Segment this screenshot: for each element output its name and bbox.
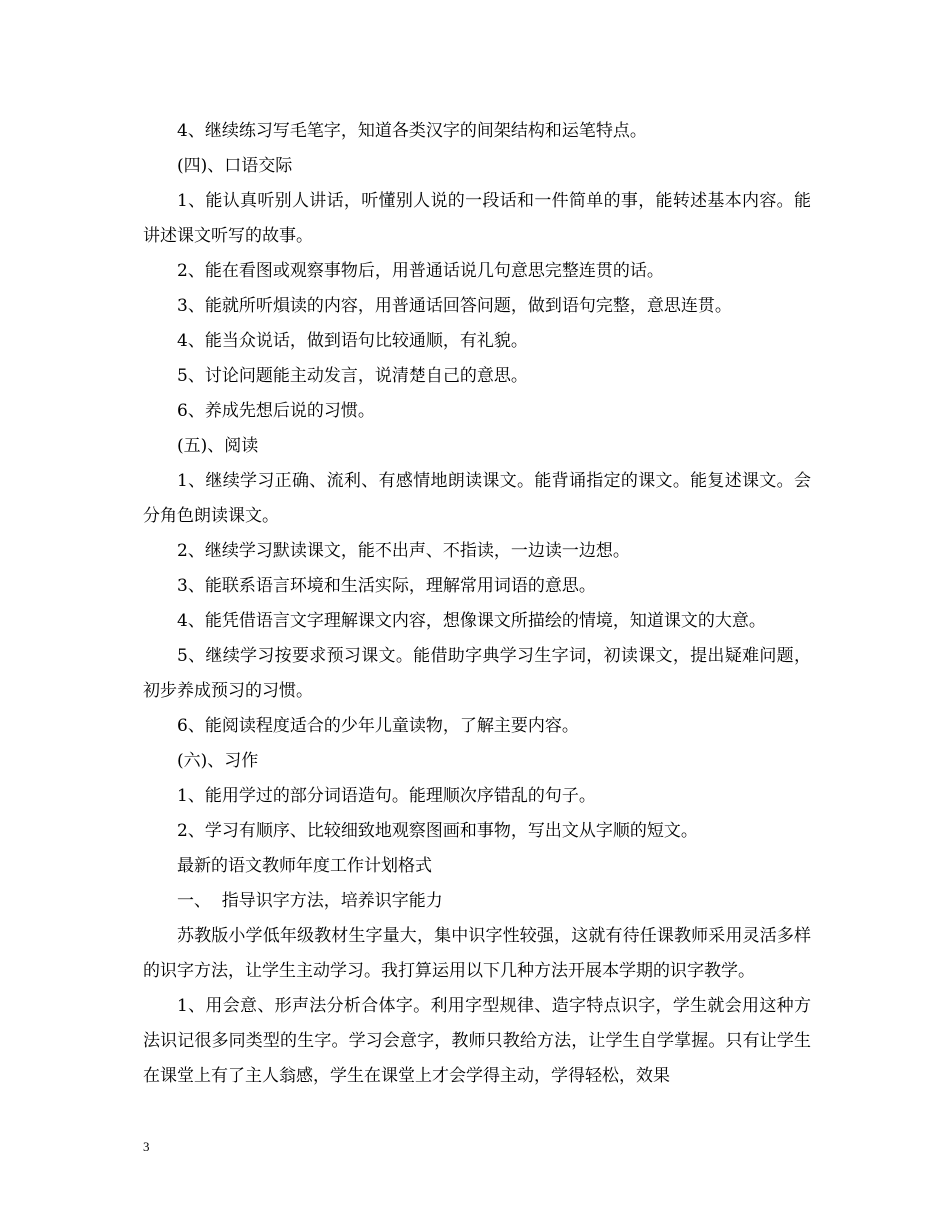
document-body — [143, 114, 811, 1094]
paragraph: 5、讨论问题能主动发言，说清楚自己的意思。 — [177, 366, 528, 386]
paragraph: 4、能当众说话，做到语句比较通顺，有礼貌。 — [177, 331, 528, 351]
page-number: 3 — [143, 1139, 150, 1154]
section-heading: (四)、口语交际 — [177, 156, 293, 176]
section-heading: (六)、习作 — [177, 751, 259, 771]
paragraph: 6、养成先想后说的习惯。 — [177, 401, 375, 421]
paragraph: 3、能就所听熉读的内容，用普通话回答问题，做到语句完整，意思连贯。 — [177, 296, 732, 316]
paragraph: 2、学习有顺序、比较细致地观察图画和事物，写出文从字顺的短文。 — [177, 821, 698, 841]
paragraph: 1、继续学习正确、流利、有感情地朗读课文。能背诵指定的课文。能复述课文。会分角色朗读课文。 — [143, 471, 811, 526]
paragraph: 苏教版小学低年级教材生字量大，集中识字性较强，这就有待任课教师采用灵活多样的识字方法，让学生主动学习。我打算运用以下几种方法开展本学期的识字教学。 — [143, 926, 811, 981]
paragraph: 4、继续练习写毛笔字，知道各类汉字的间架结构和运笔特点。 — [177, 121, 647, 141]
paragraph: 3、能联系语言环境和生活实际，理解常用词语的意思。 — [177, 576, 596, 596]
paragraph: 1、能用学过的部分词语造句。能理顺次序错乱的句子。 — [177, 786, 596, 806]
paragraph: 6、能阅读程度适合的少年儿童读物，了解主要内容。 — [177, 716, 579, 736]
paragraph: 2、能在看图或观察事物后，用普通话说几句意思完整连贯的话。 — [177, 261, 664, 281]
paragraph: 5、继续学习按要求预习课文。能借助字典学习生字词，初读课文，提出疑难问题，初步养成预习的习惯。 — [143, 646, 811, 701]
document-subtitle: 最新的语文教师年度工作计划格式 — [177, 856, 432, 876]
section-heading: (五)、阅读 — [177, 436, 259, 456]
paragraph: 1、用会意、形声法分析合体字。利用字型规律、造字特点识字，学生就会用这种方法识记很多同类型的生字。学习会意字，教师只教给方法，让学生自学掌握。只有让学生在课堂上有了主人翁感，学生在课堂上才会学得主动，学得轻松，效果 — [143, 996, 811, 1086]
paragraph: 4、能凭借语言文字理解课文内容，想像课文所描绘的情境，知道课文的大意。 — [177, 611, 766, 631]
section-heading: 一、 指导识字方法，培养识字能力 — [177, 891, 443, 911]
paragraph: 1、能认真听别人讲话，听懂别人说的一段话和一件简单的事，能转述基本内容。能讲述课文听写的故事。 — [143, 191, 811, 246]
paragraph: 2、继续学习默读课文，能不出声、不指读，一边读一边想。 — [177, 541, 630, 561]
